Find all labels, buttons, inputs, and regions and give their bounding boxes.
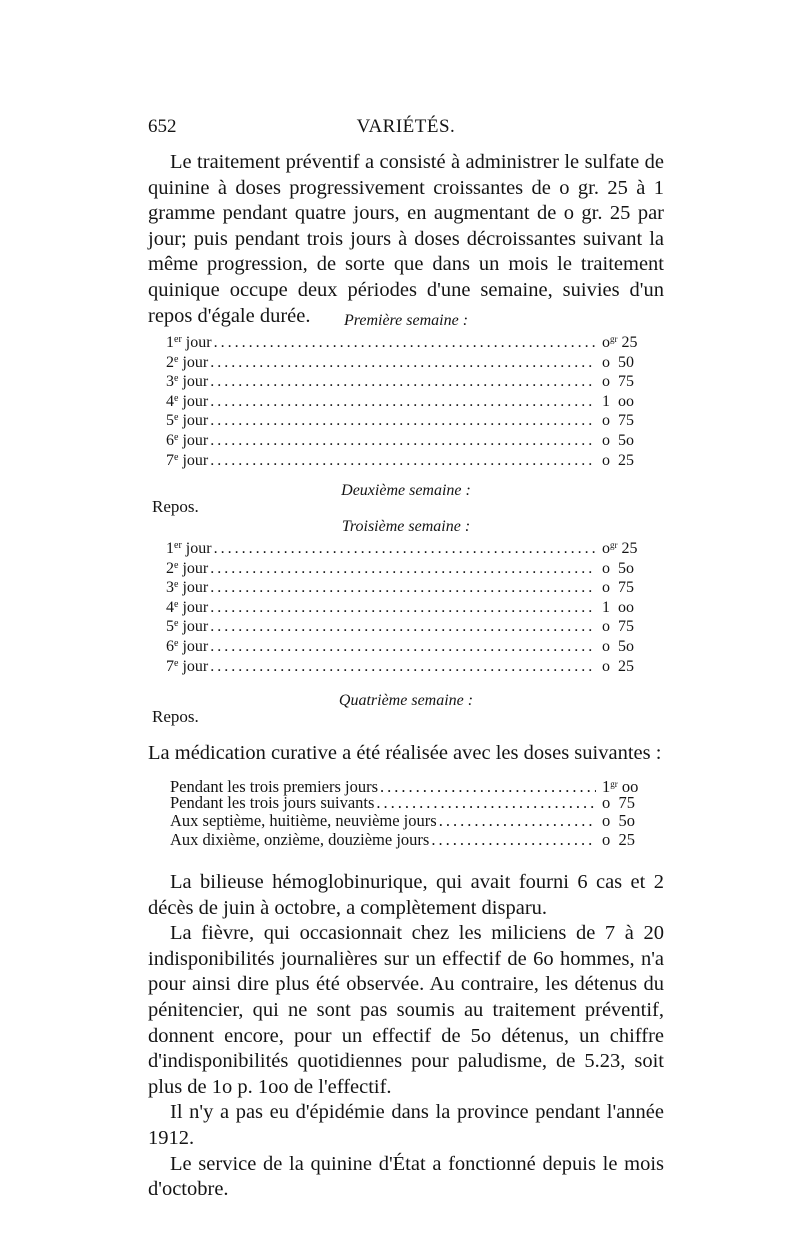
- leader-dots: [210, 372, 596, 392]
- dosage-row-value: 1 oo: [602, 598, 634, 616]
- closing-paragraph: Le service de la quinine d'État a fonctionné depuis le mois d'octobre.: [148, 1152, 664, 1201]
- closing-paragraph: La fièvre, qui occasionnait chez les miliciens de 7 à 20 indisponibilités journalières sur un effectif de 6o hommes, n'a pour ainsi dire plus été observée. Au contraire, les détenus du pénitencier, qui ne sont pas soumis au traitement préventif, donnent encore, pour un effectif de 5o détenus, un chiffre d'indisponibilités quotidiennes pour paludisme, de 5.23, soit plus de 1o p. 1oo de l'effectif.: [148, 922, 664, 1098]
- closing-paragraphs: [148, 870, 664, 1203]
- dosage-row-value: o 5o: [602, 811, 635, 830]
- dosage-row: [166, 614, 650, 634]
- dosage-row: [170, 775, 650, 794]
- leader-dots: [210, 353, 596, 373]
- dosage-row-value: o 25: [602, 829, 635, 849]
- week-title-fourth: Quatrième semaine :: [338, 692, 474, 709]
- dosage-row-value: $1^{gr}$ oo: [602, 777, 639, 796]
- dosage-row-label: 4e jour: [166, 598, 209, 616]
- dosage-row-label: 1er jour: [166, 540, 212, 557]
- dosage-row: [166, 575, 650, 595]
- dosage-table-first-week: [166, 330, 650, 467]
- dosage-row: [166, 369, 650, 389]
- dosage-row-value: o 5o: [602, 431, 634, 449]
- dosage-row-value: o 5o: [602, 559, 634, 577]
- page-number: 652: [148, 116, 177, 137]
- dosage-row-label: 6e jour: [166, 431, 209, 449]
- leader-dots: [210, 411, 596, 431]
- dosage-row-value: o 50: [602, 353, 634, 371]
- dosage-row-value: o 75: [602, 373, 634, 391]
- closing-paragraph: La bilieuse hémoglobinurique, qui avait fourni 6 cas et 2 décès de juin à octobre, a complètement disparu.: [148, 871, 664, 919]
- dosage-table-third-week: [166, 536, 650, 673]
- dosage-row-value: $o^{gr}$ 25: [602, 334, 638, 351]
- closing-paragraph: Il n'y a pas eu d'épidémie dans la province pendant l'année 1912.: [148, 1101, 664, 1149]
- leader-dots: [210, 451, 596, 471]
- dosage-row-label: 6e jour: [166, 637, 209, 655]
- dosage-row-value: o 25: [602, 451, 634, 469]
- dosage-row: [170, 831, 650, 850]
- dosage-row-label: 2e jour: [166, 559, 209, 577]
- running-title: VARIÉTÉS.: [356, 116, 456, 137]
- dosage-row: [166, 654, 650, 674]
- dosage-row: [166, 448, 650, 468]
- intro-paragraph-block: [148, 150, 664, 329]
- dosage-row-label: 5e jour: [166, 412, 209, 430]
- dosage-row: [166, 595, 650, 615]
- dosage-row-value: $o^{gr}$ 25: [602, 540, 638, 557]
- dosage-row-value: o 75: [602, 618, 634, 636]
- leader-dots: [214, 539, 596, 559]
- leader-dots: [376, 794, 596, 813]
- leader-dots: [210, 637, 596, 657]
- dosage-row: [170, 812, 650, 831]
- dosage-row-label: 3e jour: [166, 373, 209, 391]
- leader-dots: [210, 598, 596, 618]
- leader-dots: [210, 431, 596, 451]
- dosage-row-value: o 75: [602, 792, 635, 812]
- leader-dots: [210, 392, 596, 412]
- repos-second-week: Repos.: [152, 497, 199, 516]
- dosage-row-label: 7e jour: [166, 657, 209, 675]
- intro-paragraph: Le traitement préventif a consisté à administrer le sulfate de quinine à doses progressivement croissantes de o gr. 25 à 1 gramme pendant quatre jours, en augmentant de o gr. 25 par jour; puis pendant trois jours à doses décroissantes suivant la même progression, de sorte que dans un mois le traitement quinique occupe deux périodes d'une semaine, suivies d'un repos d'égale durée.: [148, 151, 664, 327]
- leader-dots: [210, 617, 596, 637]
- repos-fourth-week: Repos.: [152, 707, 199, 726]
- dosage-row: [166, 389, 650, 409]
- dosage-row: [170, 794, 650, 813]
- leader-dots: [210, 578, 596, 598]
- dosage-row: [166, 428, 650, 448]
- dosage-row-label: 2e jour: [166, 353, 209, 371]
- dosage-row-label: Aux septième, huitième, neuvième jours: [170, 811, 437, 830]
- dosage-row: [166, 536, 650, 556]
- week-title-third: Troisième semaine :: [341, 518, 471, 535]
- dosage-row: [166, 634, 650, 654]
- page-header: [148, 116, 664, 142]
- dosage-row: [166, 408, 650, 428]
- dosage-row: [166, 330, 650, 350]
- leader-dots: [439, 812, 596, 831]
- dosage-row-label: 4e jour: [166, 392, 209, 410]
- dosage-row-value: 1 oo: [602, 392, 634, 410]
- dosage-row-label: Aux dixième, onzième, douzième jours: [170, 829, 430, 849]
- leader-dots: [431, 831, 596, 850]
- curative-title: La médication curative a été réalisée avec les doses suivantes :: [148, 742, 662, 764]
- dosage-row: [166, 350, 650, 370]
- dosage-row: [166, 556, 650, 576]
- curative-dosage-table: [170, 775, 650, 849]
- week-title-first: Première semaine :: [343, 312, 469, 329]
- dosage-row-value: o 5o: [602, 637, 634, 655]
- dosage-row-label: 3e jour: [166, 579, 209, 597]
- leader-dots: [214, 333, 596, 353]
- leader-dots: [210, 559, 596, 579]
- dosage-row-label: Pendant les trois premiers jours: [170, 777, 379, 796]
- dosage-row-label: 1er jour: [166, 334, 212, 351]
- leader-dots: [210, 657, 596, 677]
- dosage-row-label: 7e jour: [166, 451, 209, 469]
- dosage-row-value: o 25: [602, 657, 634, 675]
- dosage-row-label: Pendant les trois jours suivants: [170, 792, 375, 812]
- dosage-row-value: o 75: [602, 412, 634, 430]
- week-title-second: Deuxième semaine :: [341, 482, 471, 499]
- dosage-row-label: 5e jour: [166, 618, 209, 636]
- dosage-row-value: o 75: [602, 579, 634, 597]
